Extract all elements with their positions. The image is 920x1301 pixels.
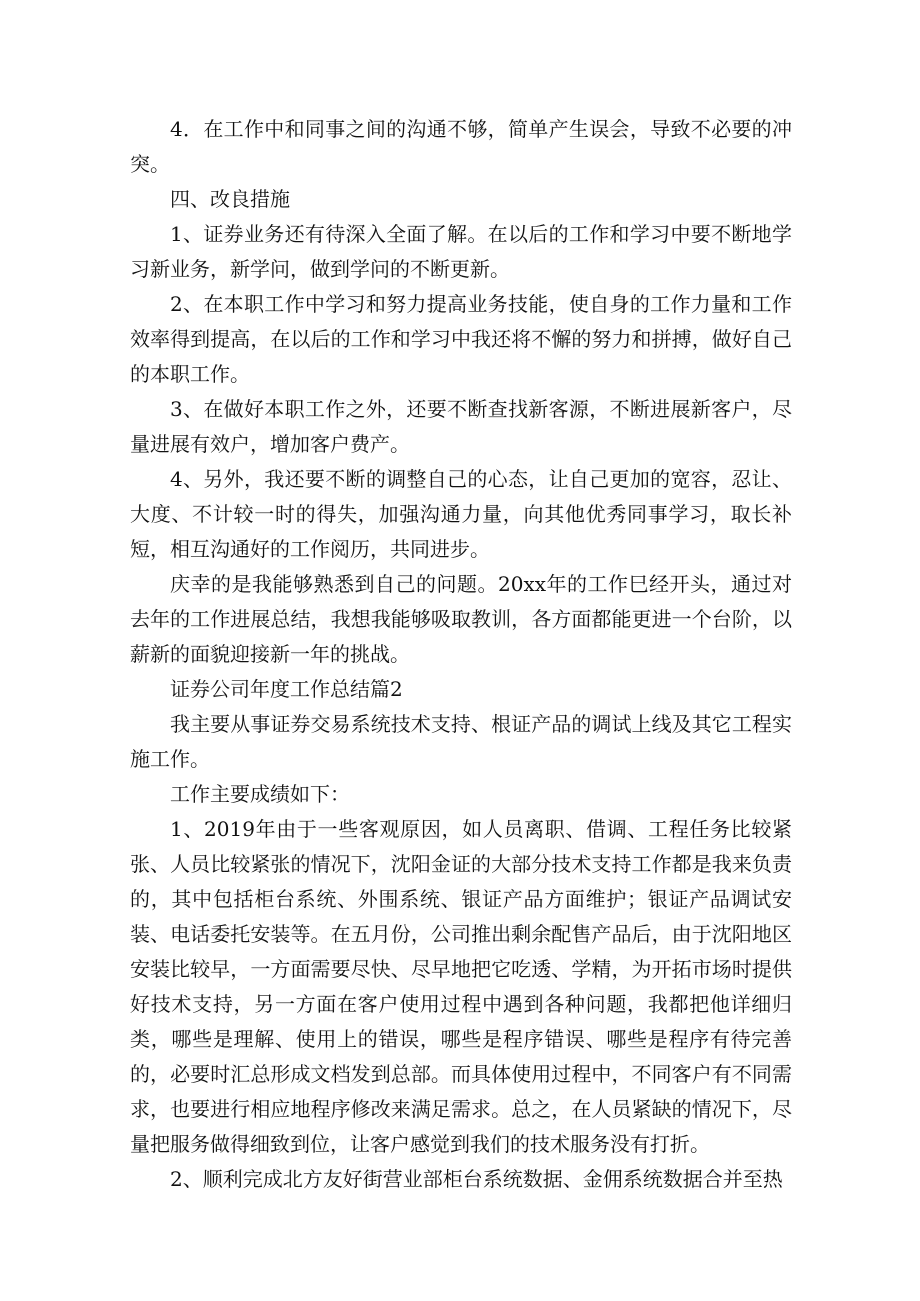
paragraph-conclusion: 庆幸的是我能够熟悉到自己的问题。20xx年的工作巳经开头，通过对去年的工作进展总结，我想我能够吸取教训，各方面都能更进一个台阶，以薪新的面貌迎接新一年的挑战。 [130,572,792,666]
paragraph-achievements-heading: 工作主要成绩如下： [170,782,350,806]
paragraph-improvement-2: 2、在本职工作中学习和努力提高业务技能，使自身的工作力量和工作效率得到提高，在以后的工作和学习中我还将不懈的努力和拼搏，做好自己的本职工作。 [130,292,792,386]
paragraph-role-intro: 我主要从事证券交易系统技术支持、根证产品的调试上线及其它工程实施工作。 [130,712,792,771]
paragraph-improvement-3: 3、在做好本职工作之外，还要不断查找新客源，不断进展新客户，尽量进展有效户，增加客户费产。 [130,397,792,456]
paragraph-improvement-4: 4、另外，我还要不断的调整自己的心态，让自己更加的宽容，忍让、大度、不计较一时的得失，加强沟通力量，向其他优秀同事学习，取长补短，相互沟通好的工作阅历，共同进步。 [130,467,792,561]
article-title-part-2: 证券公司年度工作总结篇2 [170,677,403,701]
paragraph-improvement-1: 1、证券业务还有待深入全面了解。在以后的工作和学习中要不断地学习新业务，新学问，做到学问的不断更新。 [130,222,792,281]
section-heading-improvements: 四、改良措施 [170,187,290,211]
paragraph-achievement-1: 1、2019年由于一些客观原因，如人员离职、借调、工程任务比较紧张、人员比较紧张的情况下，沈阳金证的大部分技术支持工作都是我来负责的，其中包括柜台系统、外围系统、银证产品方面维护；银证产品调试安装、电话委托安装等。在五月份，公司推出剩余配售产品后，由于沈阳地区安装比较早，一方面需要尽快、尽早地把它吃透、学精，为开拓市场时提供好技术支持，另一方面在客户使用过程中遇到各种问题，我都把他详细归类，哪些是理解、使用上的错误，哪些是程序错误、哪些是程序有待完善的，必要时汇总形成文档发到总部。而具体使用过程中，不同客户有不同需求，也要进行相应地程序修改来满足需求。总之，在人员紧缺的情况下，尽量把服务做得细致到位，让客户感觉到我们的技术服务没有打折。 [130,817,792,1156]
paragraph-achievement-2: 2、顺利完成北方友好街营业部柜台系统数据、金佣系统数据合并至热 [170,1167,783,1191]
paragraph-communication-issue: 4．在工作中和同事之间的沟通不够，简单产生误会，导致不必要的冲突。 [130,117,792,176]
